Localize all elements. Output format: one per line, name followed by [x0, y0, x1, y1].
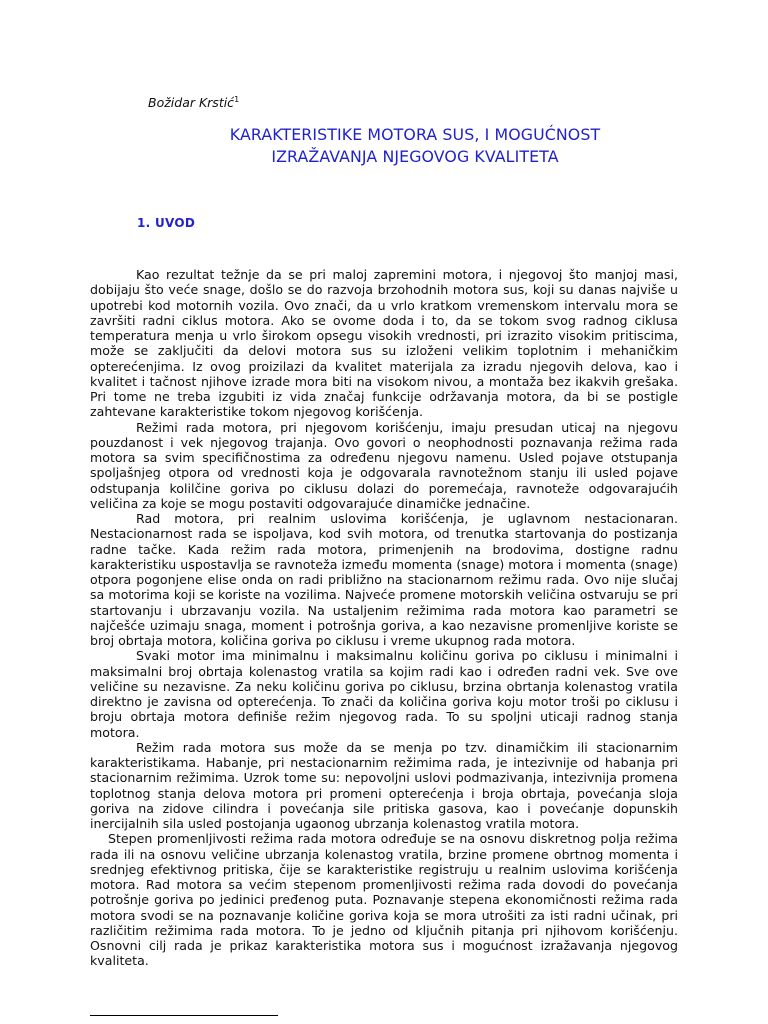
- paragraph-3: Rad motora, pri realnim uslovima korišćenja, je uglavnom nestacionaran. Nestacionarnost rada se ispoljava, kod svih motora, od trenutka startovanja do postizanja radne tačke. Kada režim rada motora, primenjenih na brodovima, dostigne radnu karakteristiku uspostavlja se ravnoteža između momenta (snage) motora i momenta (snage) otpora pogonjene elise onda on radi približno na stacionarnom režimu rada. Ovo nije slučaj sa motorima koji se koriste na vozilima. Najveće promene motorskih veličina ostvaruju se pri startovanju i ubrzavanju vozila. Na ustaljenim režimima rada motora kao parametri se najčešće uzimaju snaga, moment i potrošnja goriva, a kao nezavisne promenljive koriste se broj obrtaja motora, količina goriva po ciklusu i vreme ukupnog rada motora.: [90, 511, 678, 648]
- author-name-text: Božidar Krstić: [148, 95, 235, 111]
- footnote-separator: [90, 1015, 278, 1016]
- author-footnote-mark: 1: [234, 95, 240, 104]
- paragraph-2: Režimi rada motora, pri njegovom korišćenju, imaju presudan uticaj na njegovu pouzdanost i vek njegovog trajanja. Ovo govori o neophodnosti poznavanja režima rada motora sa svim specifičnostima za određenu njegovu namenu. Usled pojave otstupanja spoljašnjeg otpora od vrednosti koja je odgovarala ravnotežnom stanju ili usled pojave odstupanja kolilčine goriva po ciklusu dolazi do poremećaja, ravnoteže odgovarajućih veličina za koje se mogu postaviti odgovarajuće dinamičke jednačine.: [90, 419, 678, 511]
- body-text: [90, 267, 678, 969]
- paragraph-6: Stepen promenljivosti režima rada motora određuje se na osnovu diskretnog polja režima rada ili na osnovu veličine ubrzanja kolenastog vratila, brzine promene obrtnog momenta i srednjeg efektivnog pritiska, čije se karakteristike registruju u realnim uslovima korišćenja motora. Rad motora sa većim stepenom promenljivosti režima rada dovodi do povećanja potrošnje goriva po jedinici pređenog puta. Poznavanje stepena ekonomičnosti režima rada motora svodi se na poznavanje količine goriva koja se mora utrošiti za isti radni učinak, pri različitim režimima rada motora. To je jedno od ključnih pitanja pri njihovom korišćenju. Osnovni cilj rada je prikaz karakteristika motora sus i mogućnost izražavanja njegovog kvaliteta.: [90, 831, 678, 969]
- paragraph-4: Svaki motor ima minimalnu i maksimalnu količinu goriva po ciklusu i minimalni i maksimalni broj obrtaja kolenastog vratila sa kojim radi kao i određen radni vek. Sve ove veličine su nezavisne. Za neku količinu goriva po ciklusu, brzina obrtanja kolenastog vratila direktno je zavisna od opterećenja. To znači da količina goriva koju motor troši po ciklusu i broju obrtaja motora definiše režim njegovog rada. To su spoljni uticaji radnog stanja motora.: [90, 648, 678, 740]
- paper-title-line-2: IZRAŽAVANJA NJEGOVOG KVALITETA: [271, 147, 559, 166]
- paper-title-line-1: KARAKTERISTIKE MOTORA SUS, I MOGUĆNOST: [229, 125, 601, 144]
- paper-title: [160, 124, 670, 168]
- paragraph-1: Kao rezultat težnje da se pri maloj zapremini motora, i njegovoj što manjoj masi, dobijaju što veće snage, došlo se do razvoja brzohodnih motora sus, koji su danas najviše u upotrebi kod motornih vozila. Ovo znači, da u vrlo kratkom vremenskom intervalu mora se završiti radni ciklus motora. Ako se ovome doda i to, da se tokom svog radnog ciklusa temperatura menja u vrlo širokom opsegu visokih vrednosti, pri izrazito visokim pritiscima, može se zaključiti da delovi motora sus su izloženi velikim toplotnim i mehaničkim opterećenjima. Iz ovog proizilazi da kvalitet materijala za izradu njegovih delova, kao i kvalitet i tačnost njihove izrade mora biti na visokom nivou, a montaža bez ikakvih grešaka. Pri tome ne treba izgubiti iz vida značaj funkcije održavanja motora, da bi se postigle zahtevane karakteristike tokom njegovog korišćenja.: [90, 267, 678, 420]
- author-name: [148, 95, 239, 110]
- section-heading: 1. UVOD: [137, 216, 196, 230]
- paragraph-5: Režim rada motora sus može da se menja po tzv. dinamičkim ili stacionarnim karakteristikama. Habanje, pri nestacionarnim režimima rada, je intezivnije od habanja pri stacionarnim režimima. Uzrok tome su: nepovoljni uslovi podmazivanja, intezivnija promena toplotnog stanja delova motora pri promeni opterećenja i broja obrtaja, povećanja sloja goriva na zidove cilindra i povećanja sile pritiska gasova, kao i povećanje dopunskih inercijalnih sila usled postojanja ugaonog ubrzanja kolenastog vratila motora.: [90, 739, 678, 831]
